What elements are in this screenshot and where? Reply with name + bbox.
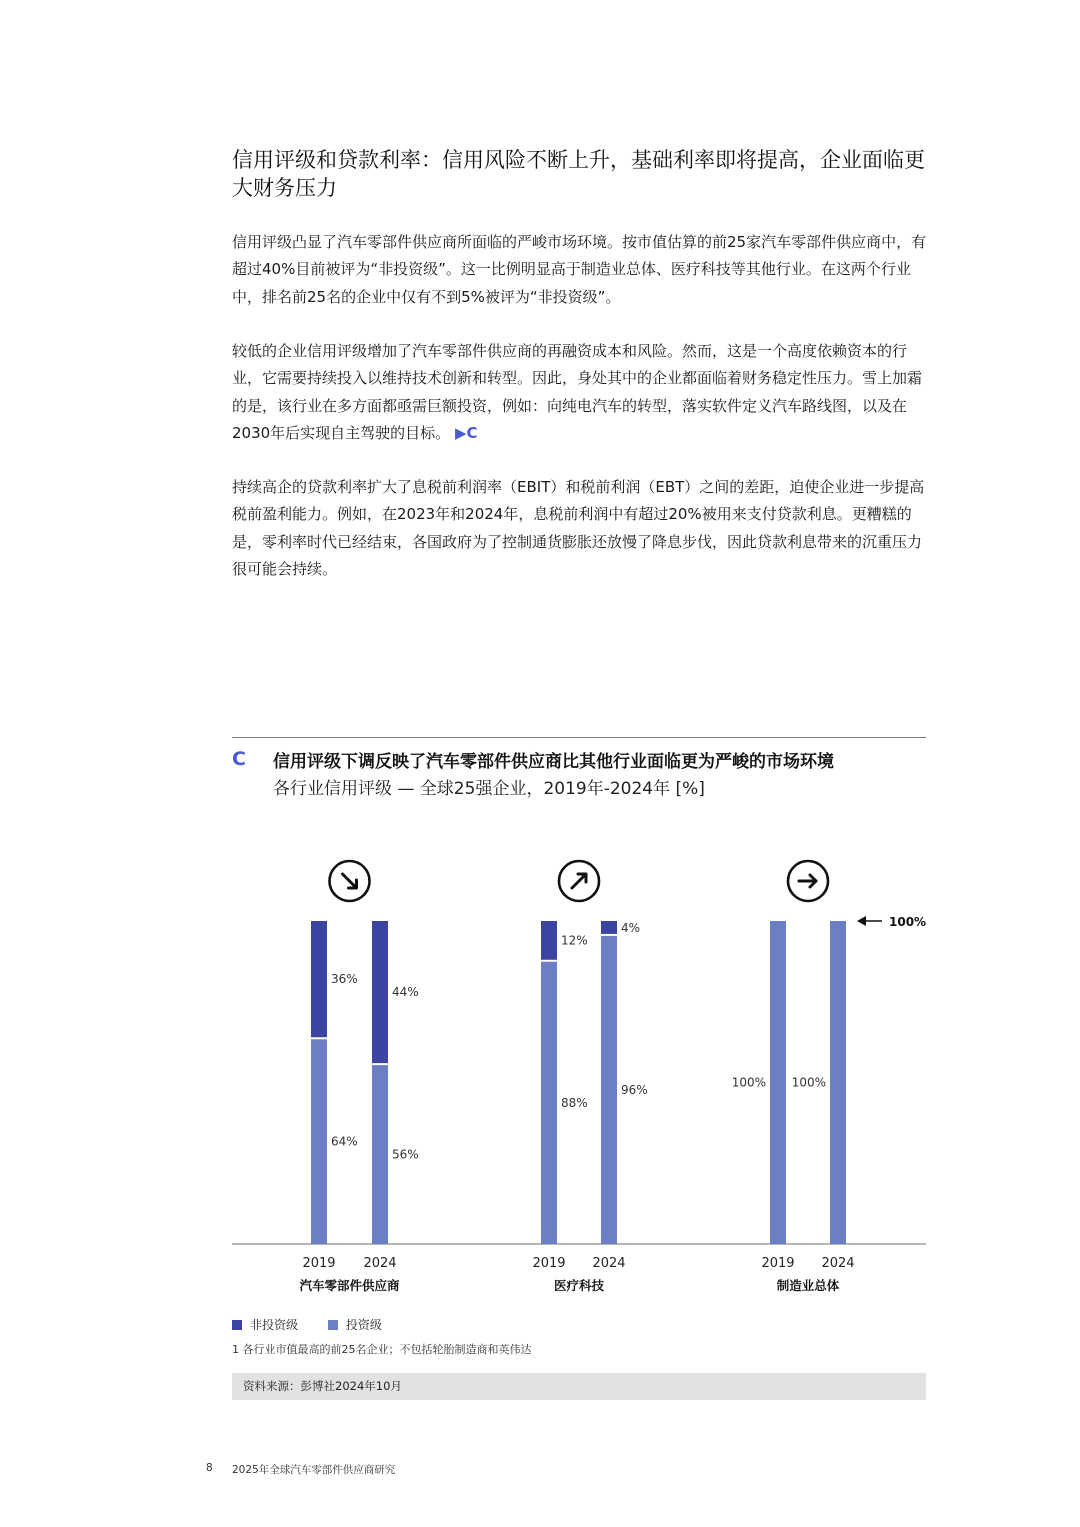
label-investment: 96% bbox=[621, 1082, 648, 1097]
label-investment: 100% bbox=[731, 1075, 766, 1090]
section-heading: 信用评级和贷款利率：信用风险不断上升，基础利率即将提高，企业面临更大财务压力 bbox=[232, 148, 925, 200]
bar-non-investment bbox=[601, 921, 617, 934]
figure-reference-link[interactable]: ▶C bbox=[454, 423, 478, 442]
label-non-investment: 4% bbox=[621, 921, 641, 935]
label-non-investment: 36% bbox=[331, 972, 358, 987]
bar-investment bbox=[830, 921, 846, 1244]
max-annotation-arrowhead bbox=[857, 916, 866, 926]
chart-legend bbox=[232, 1316, 408, 1333]
year-label: 2024 bbox=[821, 1256, 855, 1271]
legend-swatch-non-investment bbox=[232, 1320, 242, 1330]
label-investment: 100% bbox=[791, 1075, 826, 1090]
year-label: 2019 bbox=[532, 1256, 566, 1271]
group-label: 制造业总体 bbox=[776, 1278, 840, 1293]
year-label: 2024 bbox=[363, 1256, 397, 1271]
report-title: 2025年全球汽车零部件供应商研究 bbox=[232, 1464, 396, 1476]
max-annotation-label: 100% bbox=[889, 915, 927, 929]
bar-investment bbox=[541, 962, 557, 1244]
legend-item-investment bbox=[328, 1316, 382, 1333]
year-label: 2019 bbox=[761, 1256, 795, 1271]
figure-footnote: 1 各行业市值最高的前25名企业；不包括轮胎制造商和英伟达 bbox=[232, 1343, 532, 1356]
legend-swatch-investment bbox=[328, 1320, 338, 1330]
bar-non-investment bbox=[541, 921, 557, 960]
legend-label-investment: 投资级 bbox=[345, 1318, 382, 1332]
figure-source: 资料来源：彭博社2024年10月 bbox=[232, 1373, 926, 1400]
figure-letter: C bbox=[232, 748, 246, 770]
paragraph-2-text: 较低的企业信用评级增加了汽车零部件供应商的再融资成本和风险。然而，这是一个高度依赖资本的行业，它需要持续投入以维持技术创新和转型。因此，身处其中的企业都面临着财务稳定性压力。雪上加霜的是，该行业在多方面都亟需巨额投资，例如：向纯电汽车的转型，落实软件定义汽车路线图，以及在2030年后实现自主驾驶的目标。 bbox=[232, 342, 923, 442]
group-label: 医疗科技 bbox=[553, 1278, 605, 1293]
paragraph-1: 信用评级凸显了汽车零部件供应商所面临的严峻市场环境。按市值估算的前25家汽车零部件供应商中，有超过40%目前被评为“非投资级”。这一比例明显高于制造业总体、医疗科技等其他行业。在这两个行业中，排名前25名的企业中仅有不到5%被评为“非投资级”。 bbox=[232, 233, 927, 306]
label-non-investment: 12% bbox=[561, 933, 588, 948]
figure-title: 信用评级下调反映了汽车零部件供应商比其他行业面临更为严峻的市场环境 bbox=[273, 752, 834, 772]
bar-investment bbox=[601, 936, 617, 1244]
paragraph-3: 持续高企的贷款利率扩大了息税前利润率（EBIT）和税前利润（EBT）之间的差距，迫使企业进一步提高税前盈利能力。例如，在2023年和2024年，息税前利润中有超过20%被用来支付贷款利息。更糟糕的是，零利率时代已经结束，各国政府为了控制通货膨胀还放慢了降息步伐，因此贷款利息带来的沉重压力很可能会持续。 bbox=[232, 478, 925, 578]
bar-non-investment bbox=[311, 921, 327, 1037]
page-number: 8 bbox=[206, 1462, 213, 1474]
legend-label-non-investment: 非投资级 bbox=[250, 1318, 299, 1332]
year-label: 2024 bbox=[592, 1256, 626, 1271]
label-investment: 88% bbox=[561, 1095, 588, 1110]
legend-item-non-investment bbox=[232, 1316, 298, 1333]
label-investment: 64% bbox=[331, 1134, 358, 1149]
group-label: 汽车零部件供应商 bbox=[299, 1278, 400, 1293]
bar-investment bbox=[311, 1039, 327, 1244]
bar-investment bbox=[770, 921, 786, 1244]
year-label: 2019 bbox=[302, 1256, 336, 1271]
figure-subtitle: 各行业信用评级 — 全球25强企业，2019年-2024年 [%] bbox=[273, 779, 705, 799]
label-investment: 56% bbox=[392, 1147, 419, 1162]
label-non-investment: 44% bbox=[392, 985, 419, 1000]
bar-investment bbox=[372, 1065, 388, 1244]
bar-non-investment bbox=[372, 921, 388, 1063]
